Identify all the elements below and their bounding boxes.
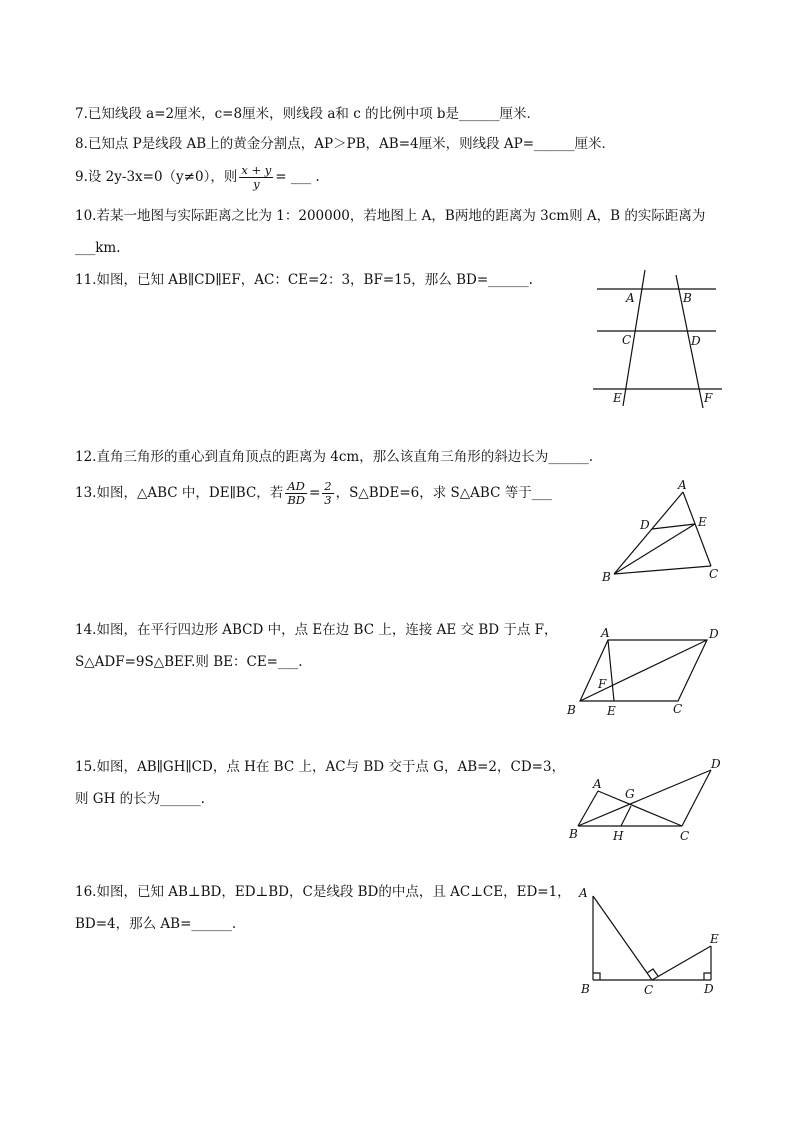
question-11: 11.如图，已知 AB∥CD∥EF，AC：CE=2：3，BF=15，那么 BD=______. <box>75 272 533 288</box>
fig14-diagonal-bd <box>580 640 707 701</box>
q13-text: 13.如图，△ABC 中，DE∥BC，若 <box>75 485 284 501</box>
fig14-label-c: C <box>673 702 683 716</box>
q9-denominator: y <box>253 177 260 191</box>
question-14-line2: S△ADF=9S△BEF.则 BE：CE=___. <box>75 654 303 670</box>
fig15-segment-ab <box>578 791 598 826</box>
q13-denominator: BD <box>287 493 305 507</box>
fig15-segment-cd <box>682 770 711 826</box>
question-14-line1: 14.如图，在平行四边形 ABCD 中，点 E在边 BC 上，连接 AE 交 BD 于点 F， <box>75 622 558 638</box>
fig11-label-f: F <box>704 391 713 405</box>
fig15-label-h: H <box>613 829 624 843</box>
q13-eq: = <box>308 485 321 501</box>
q13-fraction <box>285 480 307 507</box>
q13-tail: ，S△BDE=6，求 S△ABC 等于___ <box>335 485 552 501</box>
question-10-line2: ___km. <box>75 240 121 256</box>
fig15-label-a: A <box>593 777 602 791</box>
fig13-label-c: C <box>709 567 719 581</box>
question-7: 7.已知线段 a=2厘米，c=8厘米，则线段 a和 c 的比例中项 b是______厘米． <box>75 106 540 122</box>
question-13 <box>75 480 552 507</box>
fig13-segment-be <box>614 524 695 574</box>
q13-fraction-2 <box>322 480 333 507</box>
fig14-segment-ae <box>608 640 614 701</box>
fig13-label-e: E <box>698 515 707 529</box>
fig11-label-b: B <box>683 291 692 305</box>
fig14-label-a: A <box>601 626 610 640</box>
fig16-right-angle-b <box>593 973 600 980</box>
q13-denominator-2: 3 <box>324 493 332 507</box>
question-15-line2: 则 GH 的长为______. <box>75 791 205 807</box>
q9-answer: = ___ . <box>275 169 320 185</box>
fig16-segment-ce <box>652 946 711 980</box>
fig11-label-a: A <box>626 291 635 305</box>
fig15-label-b: B <box>569 827 578 841</box>
fig13-label-d: D <box>640 518 650 532</box>
fig14-label-f: F <box>598 677 607 691</box>
fig11-label-d: D <box>691 334 701 348</box>
figure-16 <box>575 880 725 998</box>
question-8: 8.已知点 P是线段 AB上的黄金分割点，AP＞PB，AB=4厘米，则线段 AP=______厘米． <box>75 136 616 152</box>
fig13-side-ab <box>614 492 683 574</box>
fig16-label-c: C <box>644 983 654 997</box>
fig13-label-b: B <box>602 570 611 584</box>
figure-15 <box>565 754 730 846</box>
fig15-label-c: C <box>680 829 690 843</box>
fig16-segment-ac <box>593 896 652 980</box>
fig16-label-d: D <box>704 982 714 996</box>
figure-11 <box>585 262 730 412</box>
q13-numerator-2: 2 <box>324 479 332 493</box>
fig15-label-d: D <box>711 757 721 771</box>
fig16-right-angle-d <box>704 973 711 980</box>
fig11-label-c: C <box>622 333 632 347</box>
question-9 <box>75 164 320 191</box>
fig15-segment-ac <box>598 791 682 826</box>
question-16-line1: 16.如图，已知 AB⊥BD，ED⊥BD，C是线段 BD的中点，且 AC⊥CE，ED=1， <box>75 884 571 900</box>
q9-text: 9.设 2y-3x=0（y≠0），则 <box>75 169 238 185</box>
fig15-segment-gh <box>621 806 631 826</box>
q9-fraction <box>239 164 273 191</box>
fig14-label-d: D <box>709 627 719 641</box>
fig13-label-a: A <box>678 478 687 492</box>
fig16-label-e: E <box>710 932 719 946</box>
question-10-line1: 10.若某一地图与实际距离之比为 1：200000，若地图上 A，B两地的距离为 3cm则 A，B 的实际距离为 <box>75 208 706 224</box>
fig11-label-e: E <box>613 391 622 405</box>
fig14-label-e: E <box>607 704 616 718</box>
figure-14 <box>562 622 727 722</box>
q9-numerator: x + y <box>241 163 272 177</box>
question-15-line1: 15.如图，AB∥GH∥CD，点 H在 BC 上，AC与 BD 交于点 G，AB=2，CD=3， <box>75 759 566 775</box>
fig14-label-b: B <box>567 703 576 717</box>
figure-13 <box>598 476 728 588</box>
fig15-label-g: G <box>625 787 635 801</box>
fig16-label-b: B <box>581 982 590 996</box>
q13-numerator: AD <box>285 480 307 494</box>
fig13-side-bc <box>614 566 711 574</box>
fig16-label-a: A <box>579 886 588 900</box>
question-12: 12.直角三角形的重心到直角顶点的距离为 4cm，那么该直角三角形的斜边长为______. <box>75 449 594 465</box>
question-16-line2: BD=4，那么 AB=______. <box>75 916 237 932</box>
